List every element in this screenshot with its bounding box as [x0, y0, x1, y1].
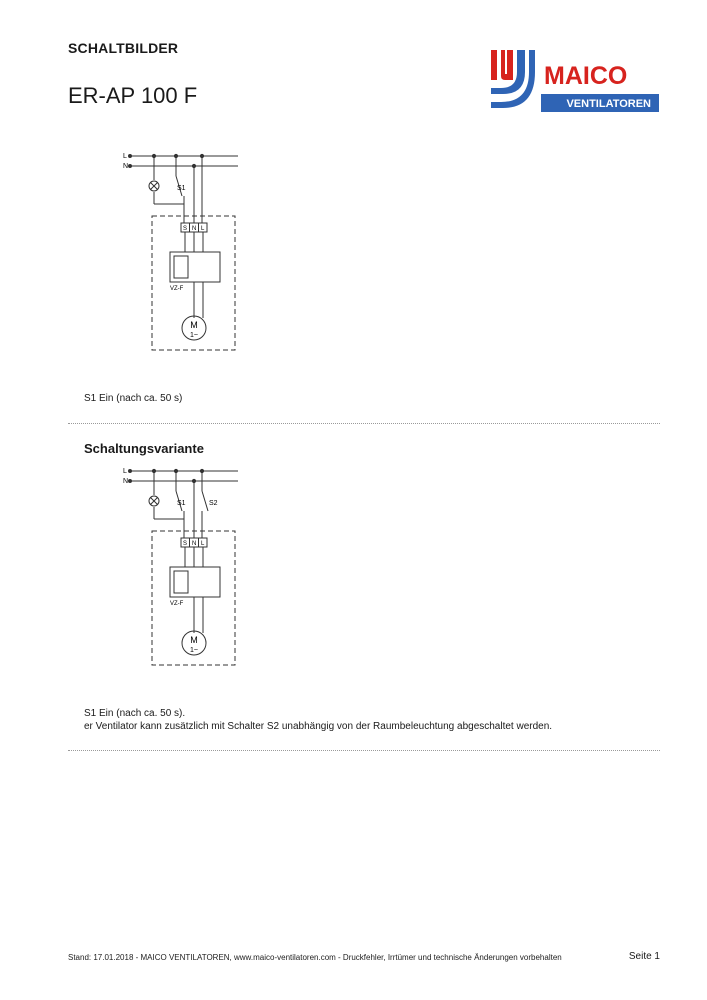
switch-label-s2: S2: [209, 500, 218, 507]
motor-label: M: [190, 635, 198, 645]
maico-logo: [487, 46, 659, 114]
lamp-icon: [149, 181, 159, 191]
logo-mark: [491, 50, 535, 108]
terminal-s: S: [183, 541, 188, 547]
line-label-l: L: [123, 153, 127, 160]
separator: [68, 750, 660, 751]
motor-label: M: [190, 320, 198, 330]
terminal-n: N: [192, 541, 197, 547]
diagram1-caption: S1 Ein (nach ca. 50 s): [84, 393, 183, 404]
wiring-diagram-1: [110, 148, 260, 358]
line-label-l: L: [123, 468, 127, 475]
variant-caption-line1: S1 Ein (nach ca. 50 s).: [84, 708, 186, 719]
module-label: VZ-F: [170, 286, 184, 292]
lamp-icon: [149, 496, 159, 506]
logo-subtitle: VENTILATOREN: [566, 98, 651, 110]
motor-sub-label: 1~: [190, 647, 198, 654]
logo-brand: MAICO: [544, 62, 628, 90]
module-label: VZ-F: [170, 601, 184, 607]
page-number: Seite 1: [628, 951, 660, 962]
variant-heading: Schaltungsvariante: [84, 441, 204, 456]
switch-label-s1: S1: [177, 500, 186, 507]
separator: [68, 423, 660, 424]
terminal-s: S: [183, 226, 188, 232]
variant-caption-line2: er Ventilator kann zusätzlich mit Schalter S2 unabhängig von der Raumbeleuchtung abgeschaltet werden.: [84, 721, 553, 732]
switch-label-s1: S1: [177, 185, 186, 192]
section-label: SCHALTBILDER: [68, 40, 179, 56]
line-label-n: N: [123, 163, 129, 170]
terminal-l: L: [201, 541, 205, 547]
terminal-n: N: [192, 226, 197, 232]
wiring-diagram-2: [110, 463, 260, 673]
page-title: ER-AP 100 F: [68, 83, 198, 108]
footer-text: Stand: 17.01.2018 - MAICO VENTILATOREN, www.maico-ventilatoren.com - Druckfehler, Irrtümer und technische Änderungen vorbehalten: [68, 953, 562, 962]
terminal-l: L: [201, 226, 205, 232]
motor-sub-label: 1~: [190, 332, 198, 339]
line-label-n: N: [123, 478, 129, 485]
